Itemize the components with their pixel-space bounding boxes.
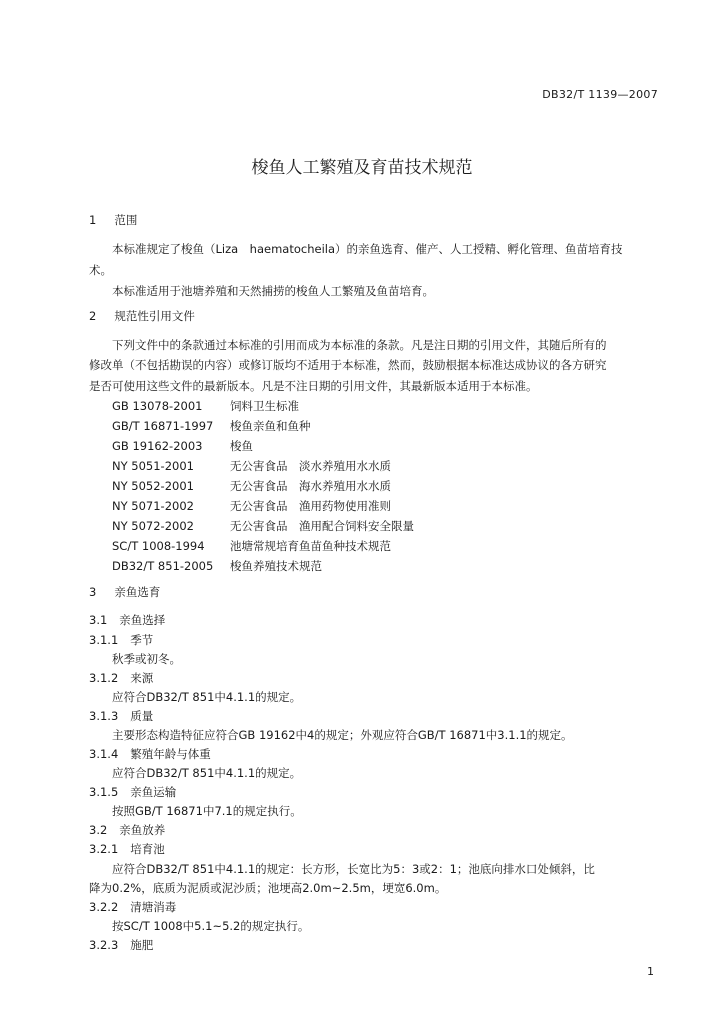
subsection-3-2-heading: 3.2 亲鱼放养 [89, 823, 166, 837]
standard-number: DB32/T 1139—2007 [542, 88, 658, 101]
subsection-3-2-2-text: 按SC/T 1008中5.1~5.2的规定执行。 [112, 919, 310, 933]
subsection-3-1-1-heading: 3.1.1 季节 [89, 633, 154, 647]
subsection-3-1-2-text: 应符合DB32/T 851中4.1.1的规定。 [112, 690, 302, 704]
reference-item: NY 5071-2002 无公害食品 渔用药物使用准则 [112, 499, 391, 513]
section-2-heading: 2 规范性引用文件 [89, 309, 195, 323]
reference-item: GB 13078-2001 饲料卫生标准 [112, 399, 299, 413]
reference-item: NY 5072-2002 无公害食品 渔用配合饲料安全限量 [112, 519, 414, 533]
s2-paragraph-line-2: 修改单（不包括勘误的内容）或修订版均不适用于本标准，然而，鼓励根据本标准达成协议的各方研究 [89, 358, 607, 372]
reference-item: NY 5052-2001 无公害食品 海水养殖用水水质 [112, 479, 391, 493]
subsection-3-1-5-text: 按照GB/T 16871中7.1的规定执行。 [112, 804, 302, 818]
reference-item: GB/T 16871-1997 梭鱼亲鱼和鱼种 [112, 419, 311, 433]
subsection-3-1-4-heading: 3.1.4 繁殖年龄与体重 [89, 747, 211, 761]
s2-paragraph-line-1: 下列文件中的条款通过本标准的引用而成为本标准的条款。凡是注日期的引用文件，其随后所有的 [112, 338, 607, 352]
page-number: 1 [647, 965, 654, 978]
s2-paragraph-line-3: 是否可使用这些文件的最新版本。凡是不注日期的引用文件，其最新版本适用于本标准。 [89, 379, 538, 393]
subsection-3-1-3-heading: 3.1.3 质量 [89, 709, 154, 723]
s1-paragraph-2: 本标准适用于池塘养殖和天然捕捞的梭鱼人工繁殖及鱼苗培育。 [112, 284, 434, 298]
document-title: 梭鱼人工繁殖及育苗技术规范 [251, 158, 473, 178]
s1-paragraph-1-line-2: 术。 [89, 263, 112, 277]
section-3-heading: 3 亲鱼选育 [89, 585, 161, 599]
subsection-3-2-1-text-line-2: 降为0.2%，底质为泥质或泥沙质；池埂高2.0m~2.5m，埂宽6.0m。 [89, 881, 447, 895]
subsection-3-1-1-text: 秋季或初冬。 [112, 652, 181, 666]
reference-item: SC/T 1008-1994 池塘常规培育鱼苗鱼种技术规范 [112, 539, 391, 553]
subsection-3-1-3-text: 主要形态构造特征应符合GB 19162中4的规定；外观应符合GB/T 16871中3.1.1的规定。 [112, 728, 573, 742]
section-1-heading: 1 范围 [89, 213, 138, 227]
subsection-3-2-1-text-line-1: 应符合DB32/T 851中4.1.1的规定：长方形，长宽比为5：3或2：1；池底向排水口处倾斜，比 [112, 862, 595, 876]
s1-paragraph-1-line-1: 本标准规定了梭鱼（Liza haematocheila）的亲鱼选育、催产、人工授精、孵化管理、鱼苗培育技 [112, 242, 623, 256]
subsection-3-2-3-heading: 3.2.3 施肥 [89, 938, 154, 952]
subsection-3-2-1-heading: 3.2.1 培育池 [89, 842, 165, 856]
subsection-3-2-2-heading: 3.2.2 清塘消毒 [89, 900, 177, 914]
subsection-3-1-heading: 3.1 亲鱼选择 [89, 613, 166, 627]
subsection-3-1-4-text: 应符合DB32/T 851中4.1.1的规定。 [112, 766, 302, 780]
subsection-3-1-5-heading: 3.1.5 亲鱼运输 [89, 785, 177, 799]
subsection-3-1-2-heading: 3.1.2 来源 [89, 671, 154, 685]
reference-item: DB32/T 851-2005 梭鱼养殖技术规范 [112, 559, 322, 573]
reference-item: GB 19162-2003 梭鱼 [112, 439, 253, 453]
reference-item: NY 5051-2001 无公害食品 淡水养殖用水水质 [112, 459, 391, 473]
